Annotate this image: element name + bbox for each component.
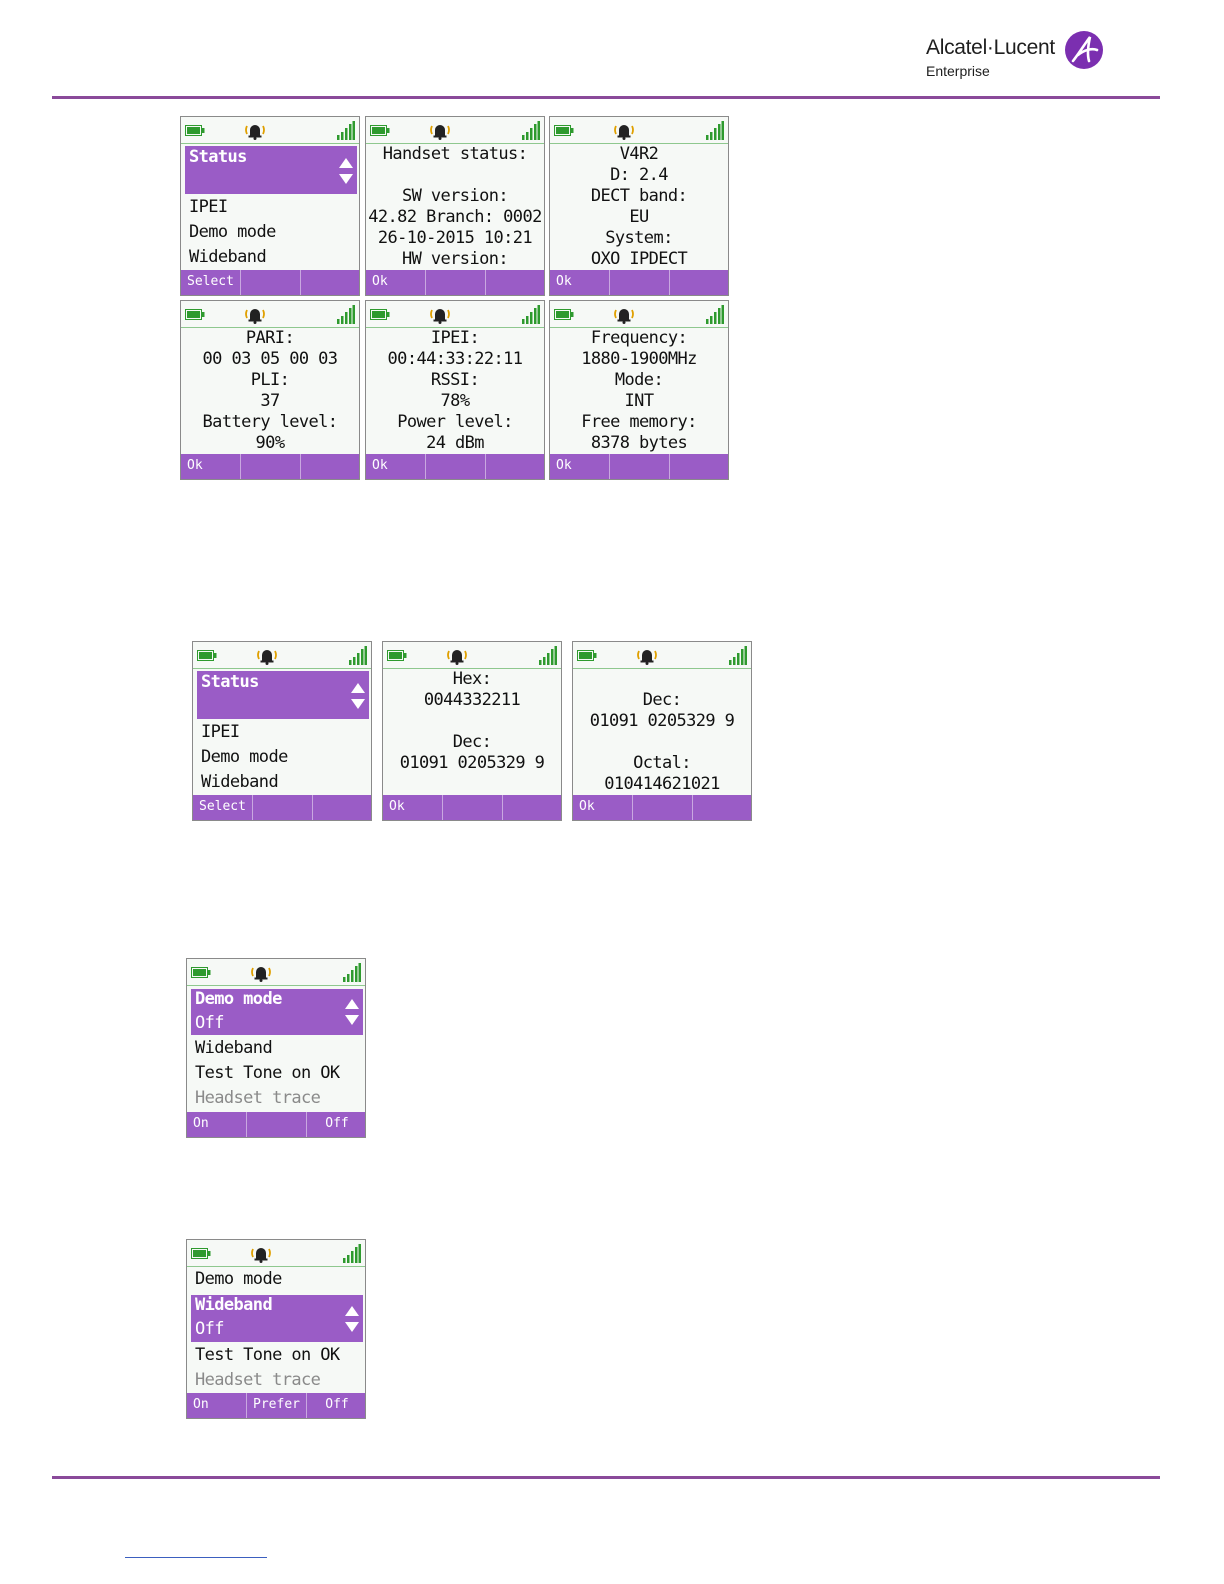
battery-icon [370,125,390,136]
screen-content [181,328,359,456]
info-line: Dec: [452,732,492,752]
battery-icon [191,967,211,978]
info-line: 26-10-2015 10:21 [377,228,533,248]
info-line: 01091 0205329 9 [399,753,545,773]
status-bar [187,1240,365,1267]
info-line: Free memory: [581,412,697,432]
softkey-bar [366,454,544,479]
phone-screen-row1-2 [365,116,545,296]
info-line: D: 2.4 [610,165,668,185]
signal-icon [349,646,367,665]
menu-item[interactable]: Wideband [195,1038,273,1058]
softkey-bar [573,795,751,820]
menu-item-label: Demo mode [195,989,282,1009]
menu-item-selected[interactable] [197,671,369,719]
softkey-1[interactable]: Ok [181,454,241,479]
header-rule [52,96,1160,99]
menu-item[interactable]: Test Tone on OK [195,1345,340,1365]
footer-link-underline [125,1557,267,1558]
signal-icon [522,305,540,324]
menu-item[interactable]: Wideband [201,772,279,792]
menu-item[interactable]: Test Tone on OK [195,1063,340,1083]
softkey-3[interactable] [693,795,752,820]
softkey-1[interactable]: Ok [573,795,633,820]
screen-content [573,669,751,797]
info-line: Octal: [633,753,691,773]
info-line: Mode: [614,370,664,390]
softkey-1[interactable]: On [187,1393,247,1418]
info-line: Handset status: [382,144,528,164]
status-bar [366,117,544,144]
battery-icon [185,125,205,136]
signal-icon [706,121,724,140]
signal-icon [343,1244,361,1263]
softkey-2[interactable] [253,795,313,820]
status-bar [573,642,751,669]
softkey-3[interactable] [503,795,562,820]
battery-icon [554,309,574,320]
phone-screen-wideband [186,1239,366,1419]
softkey-bar [181,454,359,479]
softkey-bar [366,270,544,295]
phone-screen-row2-3 [549,300,729,480]
screen-content [366,144,544,272]
softkey-1[interactable]: Ok [383,795,443,820]
bell-icon [249,1245,273,1263]
bell-icon [428,122,452,140]
menu-item-selected[interactable] [191,989,363,1035]
info-line: 8378 bytes [590,433,688,453]
brand-logo-icon [1064,30,1104,70]
scroll-arrows-icon [345,1306,359,1332]
menu-item[interactable]: Wideband [189,247,267,267]
softkey-3[interactable] [313,795,372,820]
info-line: 00 03 05 00 03 [202,349,338,369]
info-line: System: [605,228,673,248]
bell-icon [635,647,659,665]
menu-item-disabled: Headset trace [195,1088,321,1108]
bell-icon [249,964,273,982]
status-bar [187,959,365,986]
info-line: 010414621021 [604,774,720,794]
battery-icon [554,125,574,136]
screen-content [383,669,561,797]
menu-item-selected[interactable] [191,1295,363,1342]
softkey-1[interactable]: Ok [550,454,610,479]
softkey-bar [550,454,728,479]
info-line: V4R2 [619,144,659,164]
status-bar [383,642,561,669]
menu-item-label: Status [201,672,259,692]
phone-screen-row3-3 [572,641,752,821]
scroll-arrows-icon [345,999,359,1025]
menu-item[interactable]: IPEI [189,197,228,217]
info-line: Dec: [642,690,682,710]
softkey-3[interactable]: Off [325,1116,349,1131]
menu-item-disabled: Headset trace [195,1370,321,1390]
screen-content [193,669,371,797]
battery-icon [191,1248,211,1259]
phone-screen-row1-3 [549,116,729,296]
screen-content [366,328,544,456]
scroll-arrows-icon [339,158,353,184]
status-bar [181,117,359,144]
softkey-3[interactable] [301,454,360,479]
info-line: 78% [440,391,470,411]
info-line: Hex: [452,669,492,689]
info-line: INT [624,391,654,411]
status-bar [550,301,728,328]
signal-icon [337,121,355,140]
softkey-2[interactable] [247,1112,307,1137]
softkey-3[interactable] [670,454,729,479]
menu-item-label: Wideband [195,1295,273,1315]
softkey-1[interactable]: Select [193,795,253,820]
signal-icon [729,646,747,665]
phone-screen-demo-mode [186,958,366,1138]
softkey-3[interactable]: Off [325,1397,349,1412]
softkey-bar [187,1393,365,1418]
menu-item[interactable]: Demo mode [201,747,288,767]
info-line: 42.82 Branch: 0002 [368,207,542,227]
info-line: OXO IPDECT [590,249,688,269]
info-line: 01091 0205329 9 [589,711,735,731]
softkey-3[interactable] [486,270,545,295]
softkey-bar [383,795,561,820]
battery-icon [370,309,390,320]
info-line: 90% [255,433,285,453]
softkey-2[interactable]: Prefer [247,1393,307,1418]
bell-icon [612,122,636,140]
phone-screen-row1-1 [180,116,360,296]
battery-icon [577,650,597,661]
footer-rule [52,1476,1160,1479]
signal-icon [337,305,355,324]
softkey-2[interactable] [443,795,503,820]
brand-logo-text: Alcatel·Lucent [926,36,1055,59]
softkey-1[interactable]: Select [181,270,241,295]
menu-item-label: Status [189,147,247,167]
softkey-bar [193,795,371,820]
screen-content [187,986,365,1114]
softkey-2[interactable] [426,454,486,479]
info-line: 0044332211 [423,690,521,710]
phone-screen-row2-1 [180,300,360,480]
menu-item-selected[interactable] [185,146,357,194]
info-line: SW version: [402,186,508,206]
info-line: 37 [260,391,280,411]
phone-screen-row2-2 [365,300,545,480]
softkey-3[interactable] [301,270,360,295]
bell-icon [243,122,267,140]
menu-item-value: Off [195,1013,224,1033]
bell-icon [612,306,636,324]
bell-icon [243,306,267,324]
info-line: 24 dBm [426,433,484,453]
info-line: Power level: [397,412,513,432]
softkey-1[interactable]: Ok [366,270,426,295]
softkey-3[interactable] [486,454,545,479]
signal-icon [522,121,540,140]
signal-icon [706,305,724,324]
screen-content [550,328,728,456]
softkey-2[interactable] [610,270,670,295]
softkey-1[interactable]: Ok [550,270,610,295]
brand-logo-subtitle: Enterprise [926,63,990,79]
softkey-2[interactable] [426,270,486,295]
screen-content [181,144,359,272]
softkey-bar [181,270,359,295]
status-bar [550,117,728,144]
softkey-1[interactable]: Ok [366,454,426,479]
info-line: IPEI: [430,328,480,348]
softkey-2[interactable] [633,795,693,820]
menu-item[interactable]: Demo mode [195,1269,282,1289]
screen-content [550,144,728,272]
bell-icon [428,306,452,324]
info-line: DECT band: [590,186,688,206]
info-line: RSSI: [430,370,480,390]
softkey-bar [187,1112,365,1137]
battery-icon [185,309,205,320]
softkey-1[interactable]: On [187,1112,247,1137]
softkey-bar [550,270,728,295]
phone-screen-row3-2 [382,641,562,821]
info-line: Battery level: [202,412,338,432]
scroll-arrows-icon [351,683,365,709]
status-bar [181,301,359,328]
info-line: PLI: [250,370,290,390]
battery-icon [387,650,407,661]
info-line: Frequency: [590,328,688,348]
status-bar [366,301,544,328]
softkey-2[interactable] [241,454,301,479]
softkey-2[interactable] [610,454,670,479]
status-bar [193,642,371,669]
info-line: PARI: [245,328,295,348]
softkey-2[interactable] [241,270,301,295]
screen-content [187,1267,365,1395]
signal-icon [539,646,557,665]
info-line: EU [629,207,649,227]
menu-item[interactable]: Demo mode [189,222,276,242]
battery-icon [197,650,217,661]
info-line: HW version: [402,249,508,269]
info-line: 00:44:33:22:11 [387,349,523,369]
menu-item-value: Off [195,1319,224,1339]
signal-icon [343,963,361,982]
info-line: 1880-1900MHz [581,349,697,369]
bell-icon [255,647,279,665]
phone-screen-row3-1 [192,641,372,821]
bell-icon [445,647,469,665]
menu-item[interactable]: IPEI [201,722,240,742]
softkey-3[interactable] [670,270,729,295]
